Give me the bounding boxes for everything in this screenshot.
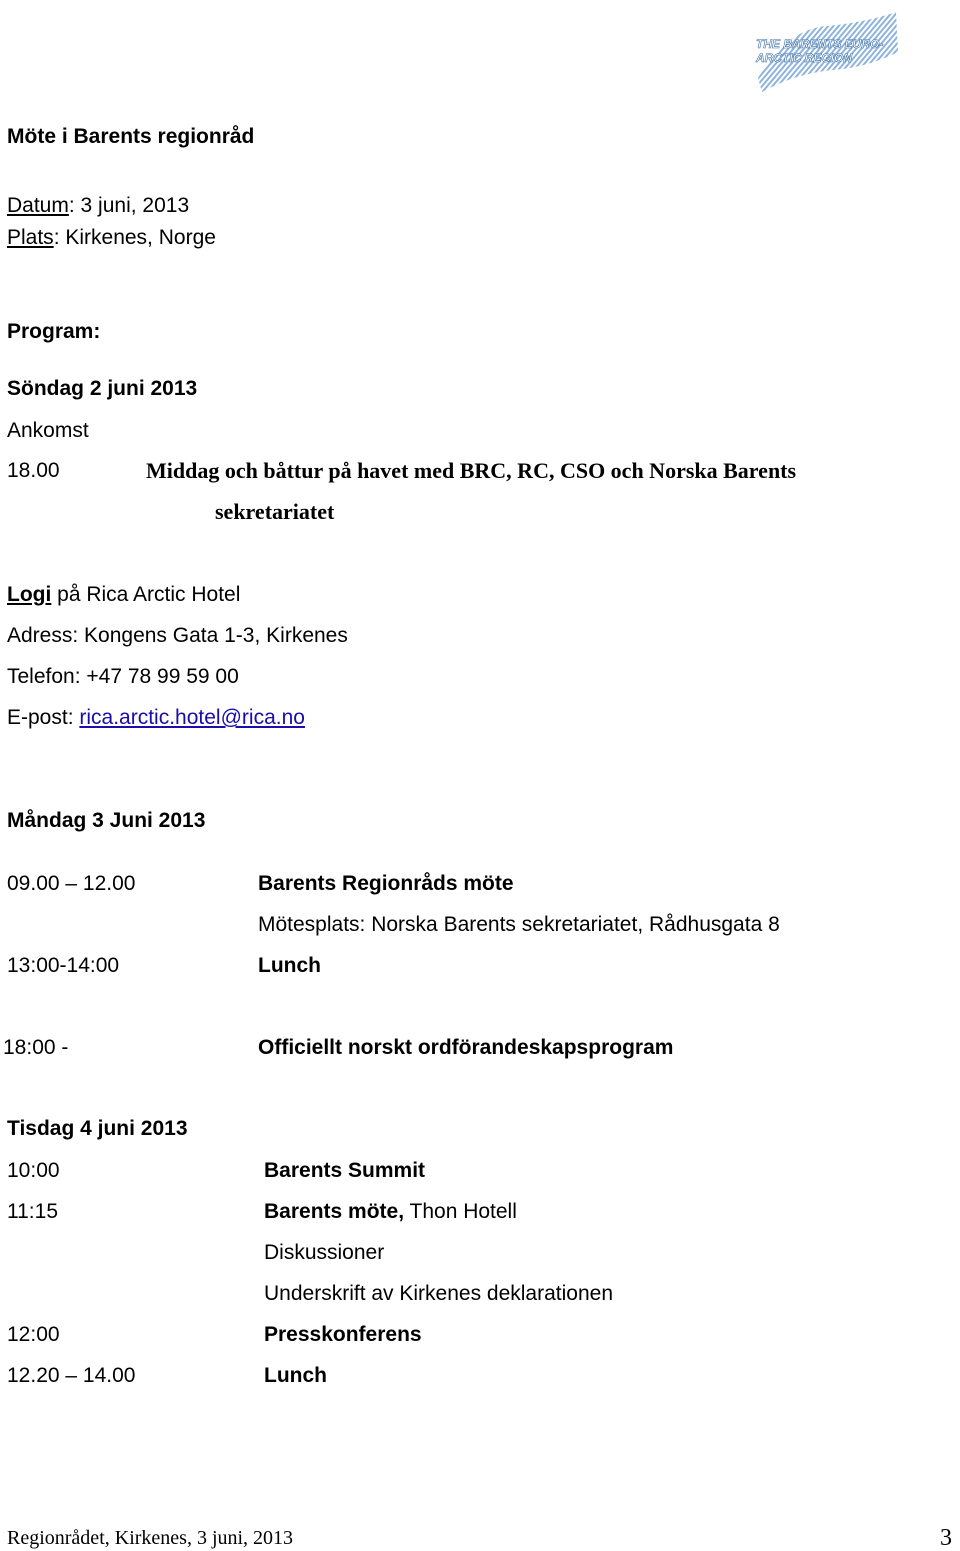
sunday-time: 18.00 [7, 459, 60, 482]
page-number: 3 [940, 1525, 952, 1551]
schedule-time: 09.00 – 12.00 [7, 872, 136, 895]
date-value: : 3 juni, 2013 [68, 194, 190, 217]
schedule-title: Officiellt norskt ordförandeskapsprogram [258, 1036, 674, 1059]
email-label: E-post: [7, 706, 80, 729]
sunday-event-line1: Middag och båttur på havet med BRC, RC, CSO och Norska Barents [146, 458, 797, 483]
lodging-label: Logi [7, 583, 52, 606]
sunday-event-line2: sekretariatet [215, 499, 335, 524]
lodging-email-line [7, 707, 305, 728]
schedule-location: Mötesplats: Norska Barents sekretariatet, Rådhusgata 8 [258, 913, 780, 936]
date-line [7, 195, 189, 216]
tuesday-heading: Tisdag 4 juni 2013 [7, 1117, 188, 1140]
schedule-detail: Diskussioner [264, 1241, 385, 1264]
page-title: Möte i Barents regionråd [7, 125, 255, 148]
place-line [7, 227, 216, 248]
monday-heading: Måndag 3 Juni 2013 [7, 809, 206, 832]
sunday-heading: Söndag 2 juni 2013 [7, 377, 198, 400]
schedule-time: 12.20 – 14.00 [7, 1364, 136, 1387]
footer-text: Regionrådet, Kirkenes, 3 juni, 2013 [7, 1527, 294, 1549]
schedule-time: 18:00 - [3, 1036, 69, 1059]
lodging-address: Adress: Kongens Gata 1-3, Kirkenes [7, 624, 348, 647]
schedule-title: Barents Regionråds möte [258, 872, 514, 895]
schedule-title: Lunch [264, 1364, 327, 1387]
schedule-title: Lunch [258, 954, 321, 977]
schedule-detail: Underskrift av Kirkenes deklarationen [264, 1282, 614, 1305]
schedule-title: Barents möte, [264, 1200, 405, 1223]
lodging-line [7, 584, 240, 605]
logo-text-line2: ARCTIC REGION [756, 51, 852, 65]
schedule-location: Thon Hotell [404, 1200, 517, 1223]
lodging-hotel: på Rica Arctic Hotel [51, 583, 241, 606]
schedule-title: Presskonferens [264, 1323, 422, 1346]
email-link[interactable]: rica.arctic.hotel@rica.no [79, 706, 305, 729]
sunday-arrival: Ankomst [7, 419, 89, 442]
schedule-time: 12:00 [7, 1323, 60, 1346]
schedule-time: 10:00 [7, 1159, 60, 1182]
schedule-entry [264, 1201, 517, 1222]
place-label: Plats [7, 226, 54, 249]
date-label: Datum [7, 194, 69, 217]
schedule-time: 13:00-14:00 [7, 954, 120, 977]
schedule-time: 11:15 [7, 1200, 58, 1223]
lodging-phone: Telefon: +47 78 99 59 00 [7, 665, 239, 688]
schedule-title: Barents Summit [264, 1159, 426, 1182]
program-heading: Program: [7, 320, 101, 343]
logo-text-line1: THE BARENTS EURO- [756, 37, 884, 51]
place-value: : Kirkenes, Norge [53, 226, 216, 249]
barents-region-logo [748, 8, 900, 92]
